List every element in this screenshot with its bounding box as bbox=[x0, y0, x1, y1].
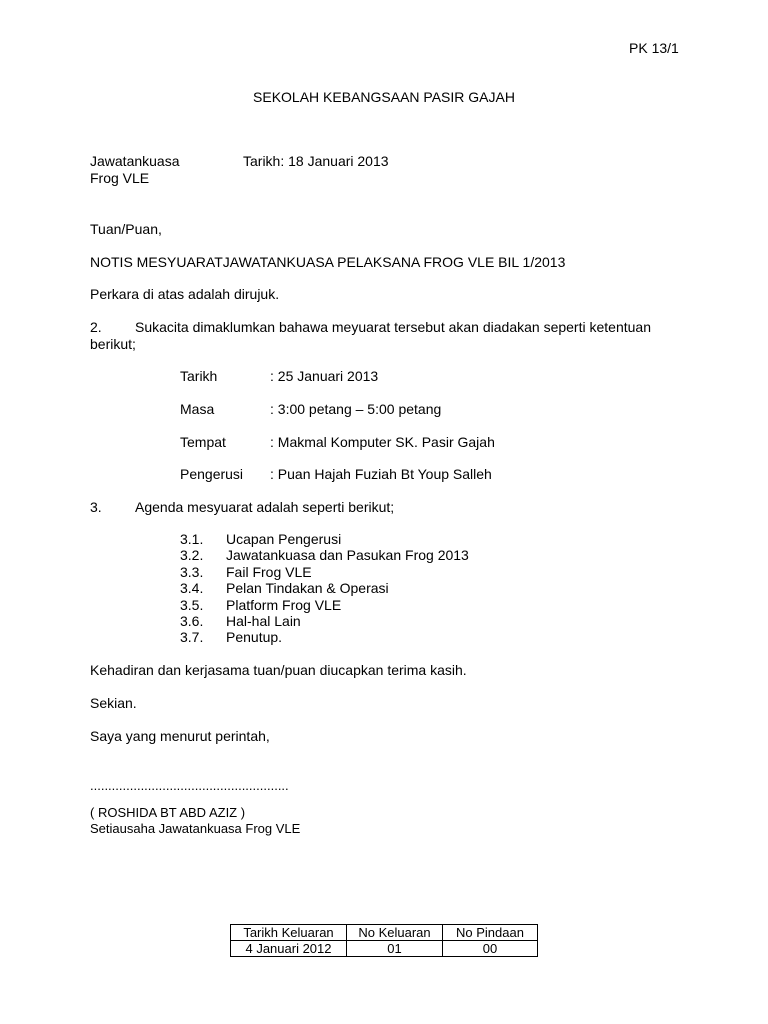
reference-line: Perkara di atas adalah dirujuk. bbox=[90, 286, 280, 302]
signer-title: Setiausaha Jawatankuasa Frog VLE bbox=[90, 821, 301, 836]
order-line: Saya yang menurut perintah, bbox=[90, 728, 270, 744]
agenda-item-number: 3.2. bbox=[180, 547, 204, 564]
agenda-item-number: 3.7. bbox=[180, 629, 204, 646]
agenda-item-text: Fail Frog VLE bbox=[226, 563, 312, 580]
page-code: PK 13/1 bbox=[629, 40, 679, 56]
detail-label-time: Masa bbox=[180, 401, 215, 417]
table-header-row bbox=[231, 925, 538, 941]
detail-value-date: : 25 Januari 2013 bbox=[270, 368, 379, 384]
agenda-item-text: Penutup. bbox=[226, 629, 283, 646]
table-cell: 00 bbox=[443, 941, 538, 957]
subject-line: NOTIS MESYUARATJAWATANKUASA PELAKSANA FROG VLE BIL 1/2013 bbox=[90, 254, 566, 270]
agenda-item-number: 3.4. bbox=[180, 580, 204, 597]
detail-label-chair: Pengerusi bbox=[180, 466, 244, 482]
sender-committee-name: Frog VLE bbox=[90, 170, 150, 186]
table-cell: 4 Januari 2012 bbox=[231, 941, 347, 957]
table-cell: 01 bbox=[347, 941, 443, 957]
sender-committee: Jawatankuasa bbox=[90, 153, 180, 169]
agenda-item-number: 3.3. bbox=[180, 563, 204, 580]
detail-label-date: Tarikh bbox=[180, 368, 218, 384]
paragraph-2-text: Sukacita dimaklumkan bahawa meyuarat tersebut akan diadakan seperti ketentuan bbox=[135, 319, 651, 335]
table-header-cell: No Pindaan bbox=[443, 925, 538, 941]
paragraph-2-continuation: berikut; bbox=[90, 336, 136, 352]
letter-date: Tarikh: 18 Januari 2013 bbox=[243, 153, 389, 169]
detail-value-chair: : Puan Hajah Fuziah Bt Youp Salleh bbox=[270, 466, 492, 482]
detail-label-venue: Tempat bbox=[180, 434, 226, 450]
table-header-cell: Tarikh Keluaran bbox=[231, 925, 347, 941]
document-control-table bbox=[230, 924, 538, 957]
agenda-item-text: Hal-hal Lain bbox=[226, 612, 301, 629]
agenda-item-number: 3.5. bbox=[180, 596, 204, 613]
agenda-item-text: Platform Frog VLE bbox=[226, 596, 342, 613]
signer-name: ( ROSHIDA BT ABD AZIZ ) bbox=[90, 805, 246, 820]
agenda-item-number: 3.6. bbox=[180, 612, 204, 629]
table-header-cell: No Keluaran bbox=[347, 925, 443, 941]
closing-line: Kehadiran dan kerjasama tuan/puan diucapkan terima kasih. bbox=[90, 662, 467, 678]
detail-value-venue: : Makmal Komputer SK. Pasir Gajah bbox=[270, 434, 495, 450]
detail-value-time: : 3:00 petang – 5:00 petang bbox=[270, 401, 442, 417]
agenda-item-text: Jawatankuasa dan Pasukan Frog 2013 bbox=[226, 547, 469, 564]
paragraph-3-number: 3. bbox=[90, 499, 102, 515]
agenda-item-number: 3.1. bbox=[180, 531, 204, 547]
paragraph-3-text: Agenda mesyuarat adalah seperti berikut; bbox=[135, 499, 395, 515]
agenda-item-text: Pelan Tindakan & Operasi bbox=[226, 580, 389, 597]
salutation: Tuan/Puan, bbox=[90, 221, 162, 237]
table-row bbox=[231, 941, 538, 957]
agenda-item-text: Ucapan Pengerusi bbox=[226, 531, 342, 547]
sign-off: Sekian. bbox=[90, 695, 137, 711]
school-title: SEKOLAH KEBANGSAAN PASIR GAJAH bbox=[253, 89, 515, 105]
paragraph-2-number: 2. bbox=[90, 319, 102, 335]
signature-line: ....................................................... bbox=[90, 778, 289, 793]
